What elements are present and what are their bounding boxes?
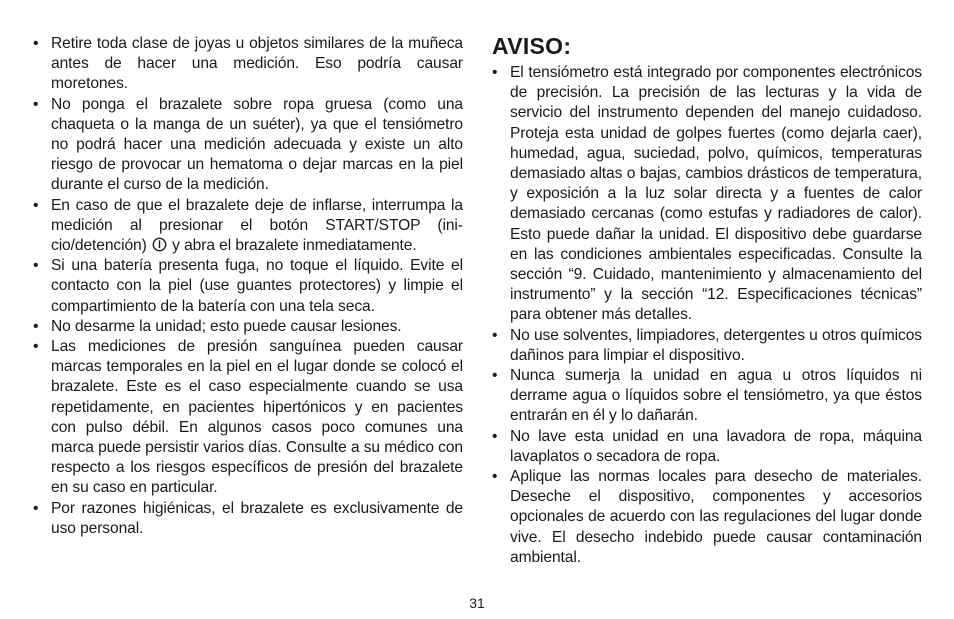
list-item-text: En caso de que el brazalete deje de inflarse, interrumpa la medición al presionar el botón START/STOP (inicio/detención)	[51, 196, 463, 255]
list-item: • No desarme la unidad; esto puede causar lesiones.	[33, 317, 463, 337]
list-item: • No use solventes, limpiadores, detergentes u otros químicos dañinos para limpiar el dispositivo.	[492, 326, 922, 366]
list-item: • Las mediciones de presión sanguínea pueden causar marcas temporales en la piel en el lugar donde se colocó el brazalete. Este es el caso especialmente cuando se usa repetidamente, en pacientes hipertónicos y en pacientes con pulso débil. En algunos casos poco comunes una marca puede persistir varios días. Consulte a su médico con respecto a los riesgos específicos de presión del brazalete en su caso en particular.	[33, 337, 463, 499]
list-item: • Por razones higiénicas, el brazalete es exclusivamente de uso personal.	[33, 499, 463, 539]
right-column	[492, 33, 922, 568]
list-item: • Si una batería presenta fuga, no toque el líquido. Evite el contacto con la piel (use guantes protectores) y limpie el compartimiento de la batería con una tela seca.	[33, 256, 463, 317]
list-item: • No ponga el brazalete sobre ropa gruesa (como una chaqueta o la manga de un suéter), ya que el tensiómetro no podrá hacer una medición adecuada y existe un alto riesgo de provocar un hematoma o dejar marcas en la piel durante el curso de la medición.	[33, 95, 463, 196]
precautions-list	[33, 34, 463, 539]
list-item: • No lave esta unidad en una lavadora de ropa, máquina lavaplatos o secadora de ropa.	[492, 427, 922, 467]
list-item: • Nunca sumerja la unidad en agua u otros líquidos ni derrame agua o líquidos sobre el tensiómetro, ya que éstos entrarán en él y lo dañarán.	[492, 366, 922, 427]
list-item: • El tensiómetro está integrado por componentes electrónicos de precisión. La precisión de las lecturas y la vida de servicio del instrumento dependen del manejo cuidadoso. Proteja esta unidad de golpes fuertes (como dejarla caer), humedad, agua, suciedad, polvo, químicos, temperaturas demasiado altas o bajas, cambios drásticos de temperatura, y exposición a la luz solar directa y a fuentes de calor demasiado cercanas (como estufas y radiadores de calor). Esto puede dañar la unidad. El dispositivo debe guardarse en las condiciones ambientales especificadas. Consulte la sección “9. Cuidado, mantenimiento y almacenamiento del instrumento” y la sección “12. Especificaciones técnicas” para obtener más detalles.	[492, 63, 922, 326]
notice-list	[492, 63, 922, 568]
list-item: • Aplique las normas locales para desecho de materiales. Deseche el dispositivo, componentes y accesorios opcionales de acuerdo con las regulaciones del lugar donde vive. El desecho indebido puede causar contaminación ambiental.	[492, 467, 922, 568]
page-number: 31	[469, 595, 485, 611]
list-item	[33, 196, 463, 257]
power-icon	[152, 237, 167, 252]
list-item-text: y abra el brazalete inmediatamente.	[172, 237, 417, 255]
left-column	[33, 34, 463, 539]
section-heading: AVISO:	[492, 33, 572, 59]
list-item: • Retire toda clase de joyas u objetos similares de la muñeca antes de hacer una medición. Eso podría causar moretones.	[33, 34, 463, 95]
